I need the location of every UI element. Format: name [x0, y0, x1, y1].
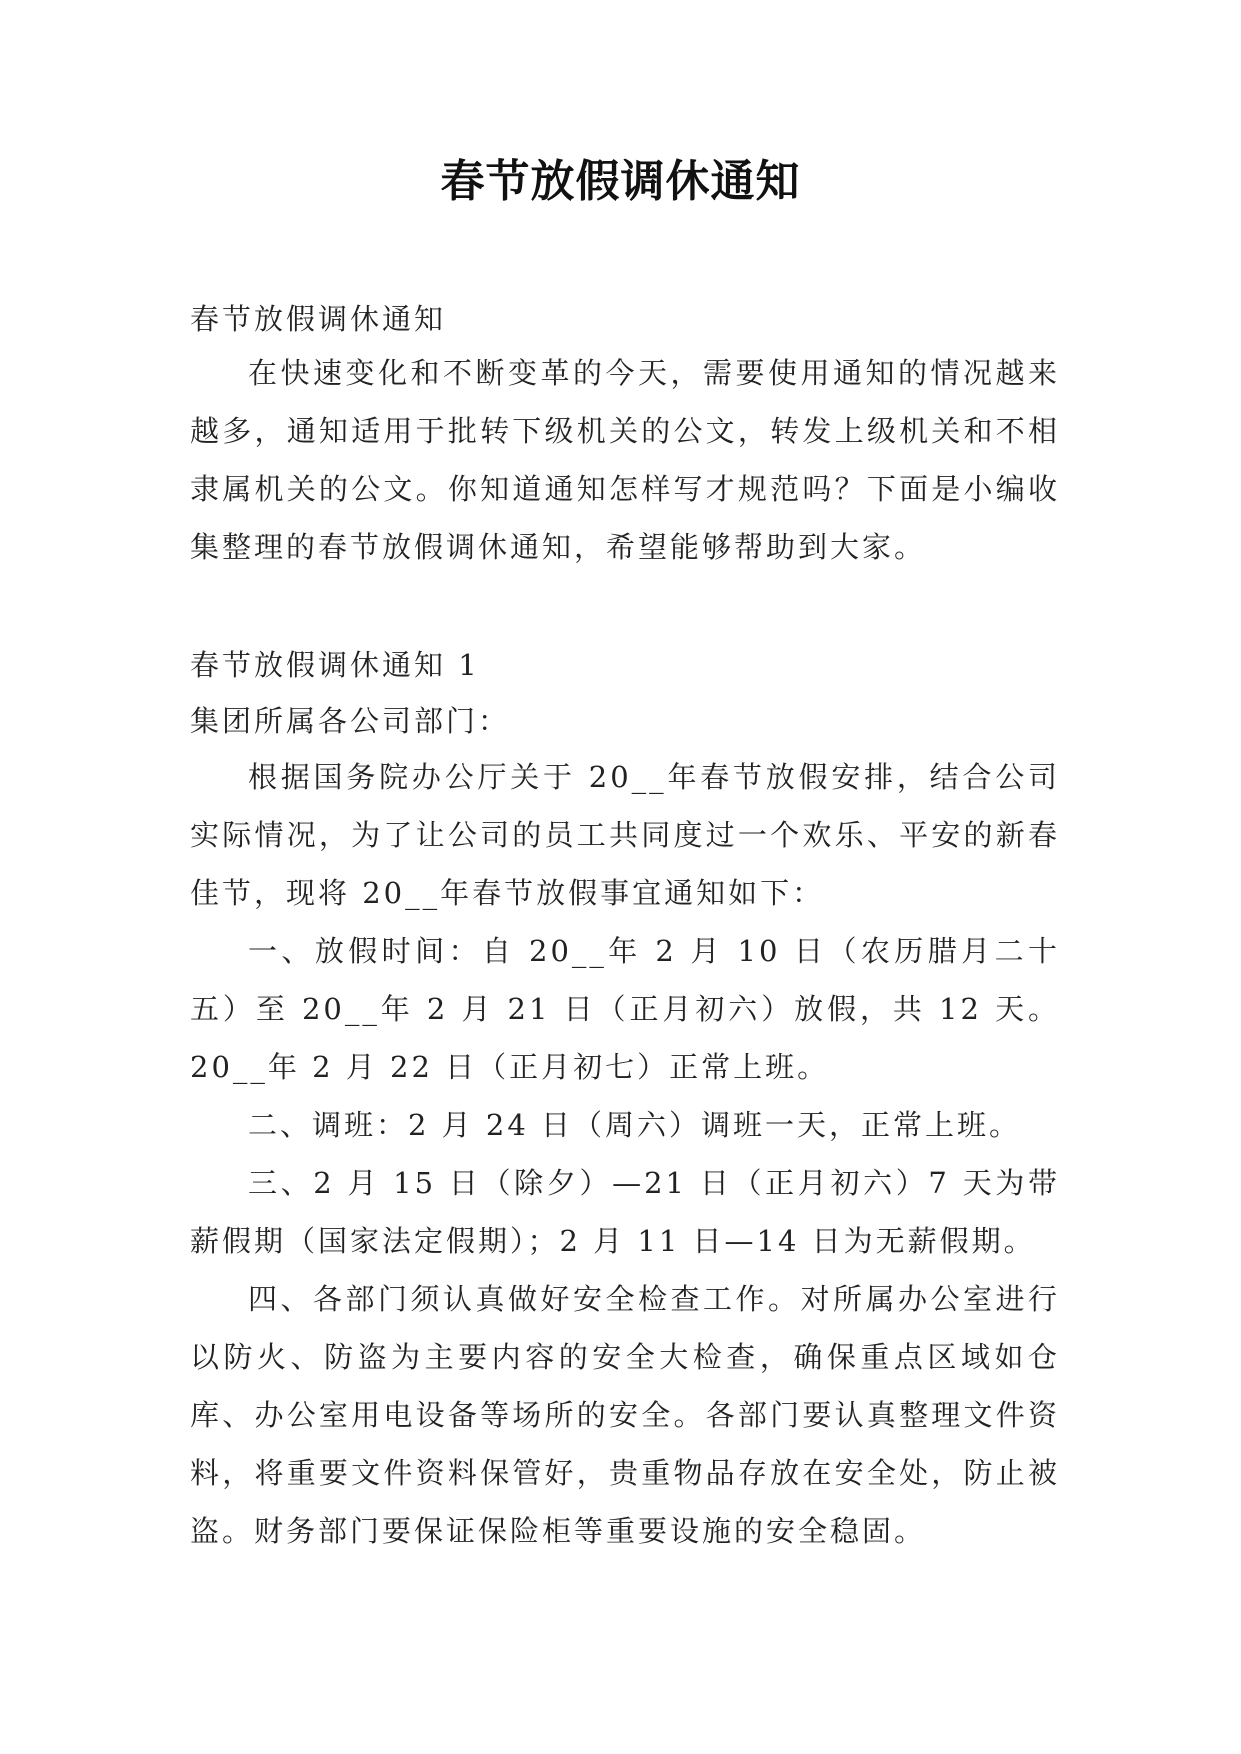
- paragraph-holiday-time: 一、放假时间：自 20__年 2 月 10 日（农历腊月二十五）至 20__年 2 月 21 日（正月初六）放假，共 12 天。20__年 2 月 22 日（正月初七）正常上班。: [190, 934, 1060, 1084]
- section-body: [190, 748, 1060, 1560]
- intro-heading: 春节放假调休通知: [190, 302, 447, 336]
- paragraph-arrangement: 根据国务院办公厅关于 20__年春节放假安排，结合公司实际情况，为了让公司的员工共同度过一个欢乐、平安的新春佳节，现将 20__年春节放假事宜通知如下：: [190, 760, 1060, 910]
- greeting-line: 集团所属各公司部门：: [190, 704, 511, 738]
- document-title: 春节放假调休通知: [440, 156, 801, 207]
- paragraph-safety-check: 四、各部门须认真做好安全检查工作。对所属办公室进行以防火、防盗为主要内容的安全大检查，确保重点区域如仓库、办公室用电设备等场所的安全。各部门要认真整理文件资料，将重要文件资料保管好，贵重物品存放在安全处，防止被盗。财务部门要保证保险柜等重要设施的安全稳固。: [190, 1282, 1060, 1548]
- intro-paragraph: 在快速变化和不断变革的今天，需要使用通知的情况越来越多，通知适用于批转下级机关的公文，转发上级机关和不相隶属机关的公文。你知道通知怎样写才规范吗？下面是小编收集整理的春节放假调休通知，希望能够帮助到大家。: [190, 356, 1060, 564]
- paragraph-shift-adjustment: 二、调班：2 月 24 日（周六）调班一天，正常上班。: [248, 1108, 1022, 1142]
- section-heading: 春节放假调休通知 1: [190, 648, 480, 682]
- paragraph-paid-leave: 三、2 月 15 日（除夕）—21 日（正月初六）7 天为带薪假期（国家法定假期）；2 月 11 日—14 日为无薪假期。: [190, 1166, 1060, 1258]
